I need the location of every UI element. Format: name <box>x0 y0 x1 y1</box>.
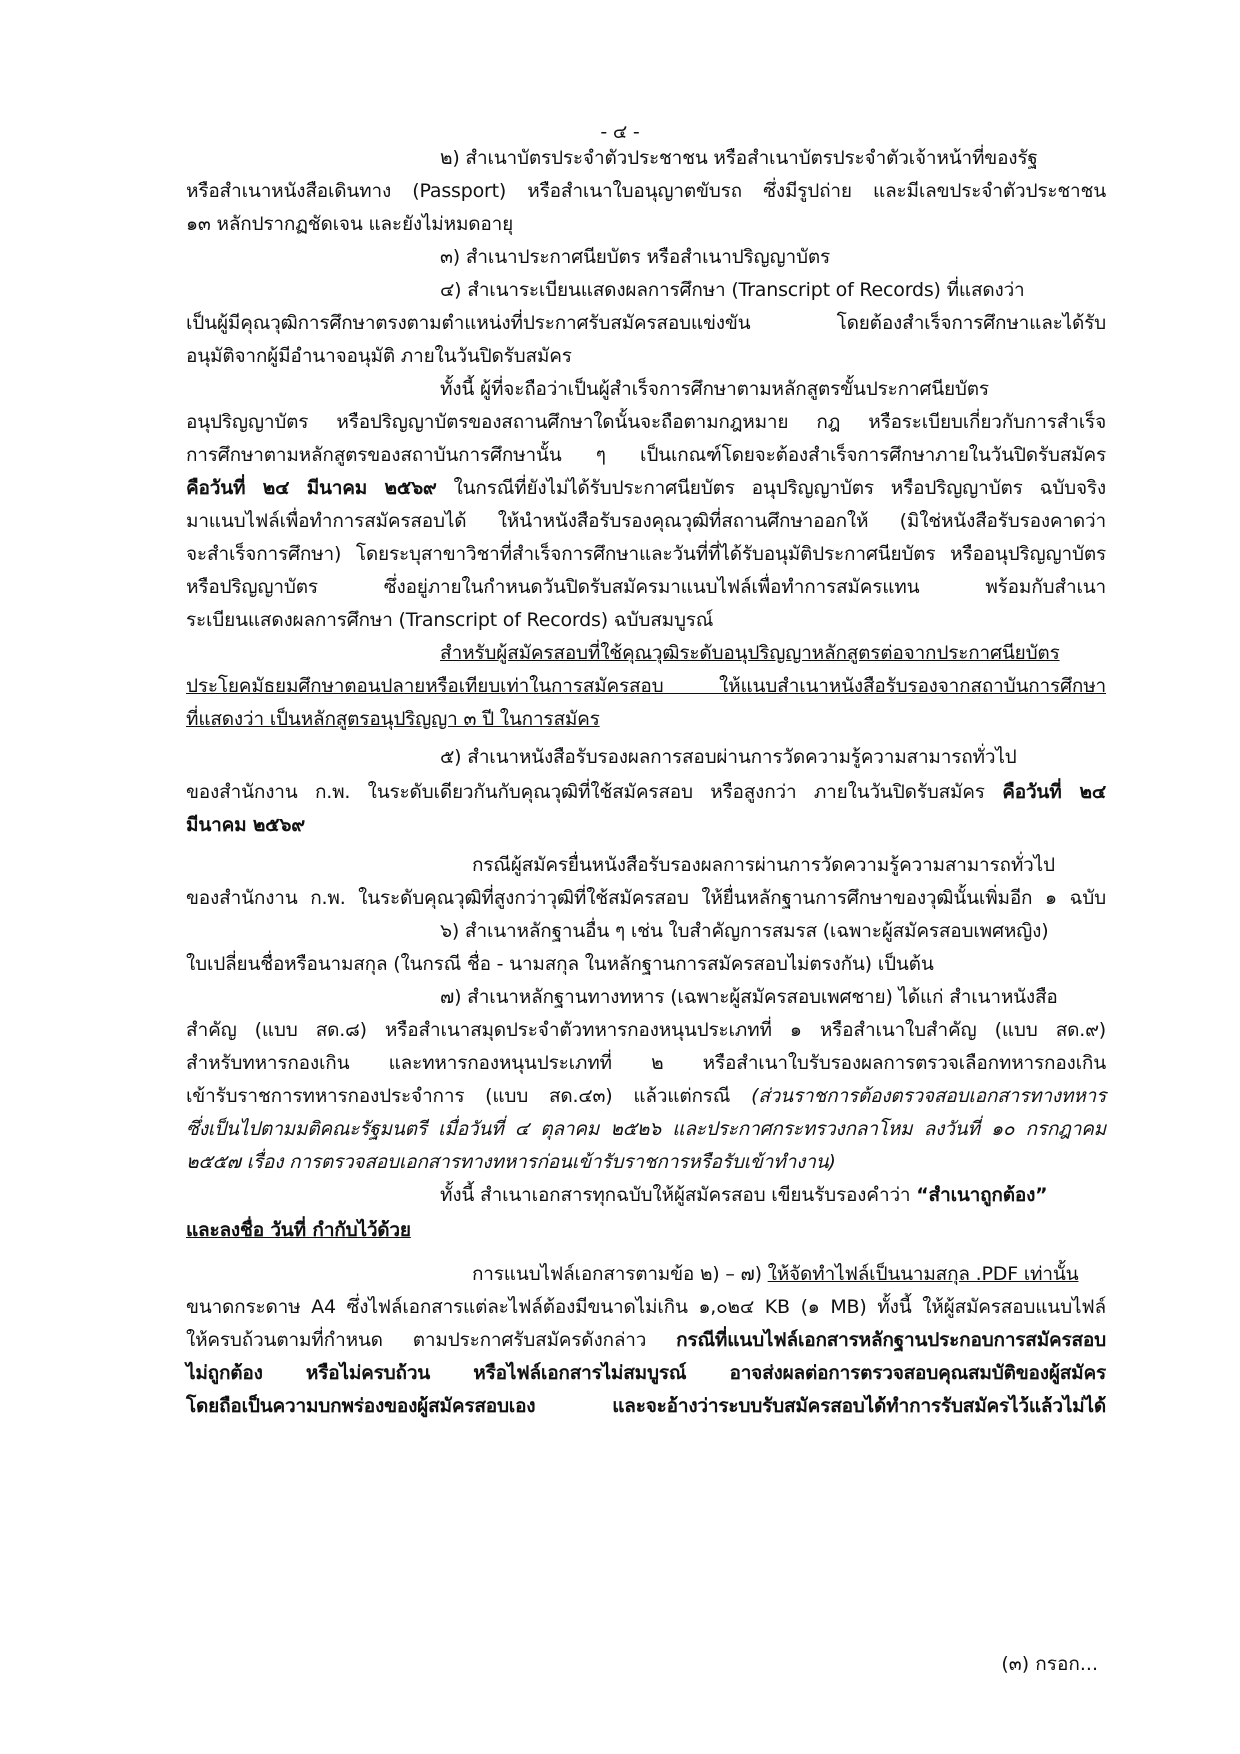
italic-note: (ส่วนราชการต้องตรวจสอบเอกสารทางทหาร <box>751 1085 1106 1107</box>
paragraph-start <box>472 1262 1078 1286</box>
signature-instruction: และลงชื่อ วันที่ กำกับไว้ด้วย <box>186 1219 411 1241</box>
deadline-date: คือวันที่ ๒๔ มีนาคม ๒๕๖๙ <box>186 477 437 499</box>
paragraph-line: สำคัญ (แบบ สด.๘) หรือสำเนาสมุดประจำตัวทหารกองหนุนประเภทที่ ๑ หรือสำเนาใบสำคัญ (แบบ สด.๙) <box>186 1019 1106 1041</box>
text-span: ทั้งนี้ สำเนาเอกสารทุกฉบับให้ผู้สมัครสอบ เขียนรับรองคำว่า <box>440 1184 917 1206</box>
paragraph-line: หรือปริญญาบัตร ซึ่งอยู่ภายในกำหนดวันปิดรับสมัครมาแนบไฟล์เพื่อทำการสมัครแทน พร้อมกับสำเนา <box>186 576 1106 598</box>
italic-note: ๒๕๕๗ เรื่อง การตรวจสอบเอกสารทางทหารก่อนเข้ารับราชการหรือรับเข้าทำงาน) <box>186 1151 836 1173</box>
paragraph-line: ใบเปลี่ยนชื่อหรือนามสกุล (ในกรณี ชื่อ - นามสกุล ในหลักฐานการสมัครสอบไม่ตรงกัน) เป็นต้น <box>186 953 934 975</box>
paragraph-line: ขนาดกระดาษ A4 ซึ่งไฟล์เอกสารแต่ละไฟล์ต้องมีขนาดไม่เกิน ๑,๐๒๔ KB (๑ MB) ทั้งนี้ ให้ผู้สมัครสอบแนบไฟล์ <box>186 1296 1106 1318</box>
text-span: เข้ารับราชการทหารกองประจำการ (แบบ สด.๔๓) แล้วแต่กรณี <box>186 1085 752 1107</box>
item-2-heading: ๒) สำเนาบัตรประจำตัวประชาชน หรือสำเนาบัตรประจำตัวเจ้าหน้าที่ของรัฐ <box>440 147 1038 169</box>
item-4-heading: ๔) สำเนาระเบียนแสดงผลการศึกษา (Transcript of Records) ที่แสดงว่า <box>440 279 1025 301</box>
paragraph-start <box>440 1183 1047 1207</box>
certified-copy-phrase: “สำเนาถูกต้อง” <box>916 1184 1048 1206</box>
italic-note: ซึ่งเป็นไปตามมติคณะรัฐมนตรี เมื่อวันที่ ๔ ตุลาคม ๒๕๒๖ และประกาศกระทรวงกลาโหม ลงวันที่ ๑๐ กรกฎาคม <box>186 1118 1106 1140</box>
text-span: การแนบไฟล์เอกสารตามข้อ ๒) – ๗) <box>472 1263 768 1285</box>
warning-text: โดยถือเป็นความบกพร่องของผู้สมัครสอบเอง และจะอ้างว่าระบบรับสมัครสอบได้ทำการรับสมัครไว้แล้วไม่ได้ <box>186 1395 1106 1417</box>
paragraph-line: ของสำนักงาน ก.พ. ในระดับคุณวุฒิที่สูงกว่าวุฒิที่ใช้สมัครสอบ ให้ยื่นหลักฐานการศึกษาของวุฒินั้นเพิ่มอีก ๑ ฉบับ <box>186 887 1106 909</box>
paragraph-line <box>186 1328 1106 1352</box>
paragraph-line: ๑๓ หลักปรากฏชัดเจน และยังไม่หมดอายุ <box>186 213 514 235</box>
underlined-note: สำหรับผู้สมัครสอบที่ใช้คุณวุฒิระดับอนุปริญญาหลักสูตรต่อจากประกาศนียบัตร <box>440 642 1060 664</box>
underlined-note: ที่แสดงว่า เป็นหลักสูตรอนุปริญญา ๓ ปี ในการสมัคร <box>186 708 600 730</box>
paragraph-line: จะสำเร็จการศึกษา) โดยระบุสาขาวิชาที่สำเร็จการศึกษาและวันที่ที่ได้รับอนุมัติประกาศนียบัตร หรืออนุปริญญาบัตร <box>186 543 1106 565</box>
item-5-heading: ๕) สำเนาหนังสือรับรองผลการสอบผ่านการวัดความรู้ความสามารถทั่วไป <box>440 746 1017 768</box>
page-number: - ๔ - <box>600 121 640 143</box>
deadline-date: มีนาคม ๒๕๖๙ <box>186 814 305 836</box>
paragraph-start: ทั้งนี้ ผู้ที่จะถือว่าเป็นผู้สำเร็จการศึกษาตามหลักสูตรขั้นประกาศนียบัตร <box>440 378 989 400</box>
warning-text: ไม่ถูกต้อง หรือไม่ครบถ้วน หรือไฟล์เอกสารไม่สมบูรณ์ อาจส่งผลต่อการตรวจสอบคุณสมบัติของผู้สมัคร <box>186 1362 1106 1384</box>
text-span: ในกรณีที่ยังไม่ได้รับประกาศนียบัตร อนุปริญญาบัตร หรือปริญญาบัตร ฉบับจริง <box>436 477 1106 499</box>
text-span: ให้ครบถ้วนตามที่กำหนด ตามประกาศรับสมัครดังกล่าว <box>186 1329 677 1351</box>
text-span: ของสำนักงาน ก.พ. ในระดับเดียวกันกับคุณวุฒิที่ใช้สมัครสอบ หรือสูงกว่า ภายในวันปิดรับสมัคร <box>186 781 1003 803</box>
paragraph-line: เป็นผู้มีคุณวุฒิการศึกษาตรงตามตำแหน่งที่ประกาศรับสมัครสอบแข่งขัน โดยต้องสำเร็จการศึกษาและได้รับ <box>186 312 1106 334</box>
paragraph-line: อนุมัติจากผู้มีอำนาจอนุมัติ ภายในวันปิดรับสมัคร <box>186 345 572 367</box>
paragraph-start: กรณีผู้สมัครยื่นหนังสือรับรองผลการผ่านการวัดความรู้ความสามารถทั่วไป <box>472 854 1055 876</box>
paragraph-line <box>186 476 1106 500</box>
pdf-requirement: ให้จัดทำไฟล์เป็นนามสกุล .PDF เท่านั้น <box>767 1263 1079 1285</box>
paragraph-line <box>186 780 1106 804</box>
item-3-heading: ๓) สำเนาประกาศนียบัตร หรือสำเนาปริญญาบัตร <box>440 246 831 268</box>
paragraph-line: การศึกษาตามหลักสูตรของสถาบันการศึกษานั้น ๆ เป็นเกณฑ์โดยจะต้องสำเร็จการศึกษาภายในวันปิดรับสมัคร <box>186 444 1106 466</box>
paragraph-line: สำหรับทหารกองเกิน และทหารกองหนุนประเภทที่ ๒ หรือสำเนาใบรับรองผลการตรวจเลือกทหารกองเกิน <box>186 1052 1106 1074</box>
item-6-heading: ๖) สำเนาหลักฐานอื่น ๆ เช่น ใบสำคัญการสมรส (เฉพาะผู้สมัครสอบเพศหญิง) <box>440 920 1049 942</box>
paragraph-line <box>186 1084 1106 1108</box>
item-7-heading: ๗) สำเนาหลักฐานทางทหาร (เฉพาะผู้สมัครสอบเพศชาย) ได้แก่ สำเนาหนังสือ <box>440 986 1058 1008</box>
paragraph-line: ระเบียนแสดงผลการศึกษา (Transcript of Records) ฉบับสมบูรณ์ <box>186 609 714 631</box>
underlined-note: ประโยคมัธยมศึกษาตอนปลายหรือเทียบเท่าในการสมัครสอบ ให้แนบสำเนาหนังสือรับรองจากสถาบันการศึกษา <box>186 675 1106 697</box>
continuation-footer: (๓) กรอก... <box>1001 1653 1098 1675</box>
paragraph-line: มาแนบไฟล์เพื่อทำการสมัครสอบได้ ให้นำหนังสือรับรองคุณวุฒิที่สถานศึกษาออกให้ (มิใช่หนังสือรับรองคาดว่า <box>186 510 1106 532</box>
deadline-date: คือวันที่ ๒๔ <box>1002 781 1106 803</box>
paragraph-line: อนุปริญญาบัตร หรือปริญญาบัตรของสถานศึกษาใดนั้นจะถือตามกฎหมาย กฎ หรือระเบียบเกี่ยวกับการสำเร็จ <box>186 411 1106 433</box>
paragraph-line: หรือสำเนาหนังสือเดินทาง (Passport) หรือสำเนาใบอนุญาตขับรถ ซึ่งมีรูปถ่าย และมีเลขประจำตัวประชาชน <box>186 180 1106 202</box>
warning-text: กรณีที่แนบไฟล์เอกสารหลักฐานประกอบการสมัครสอบ <box>676 1329 1106 1351</box>
